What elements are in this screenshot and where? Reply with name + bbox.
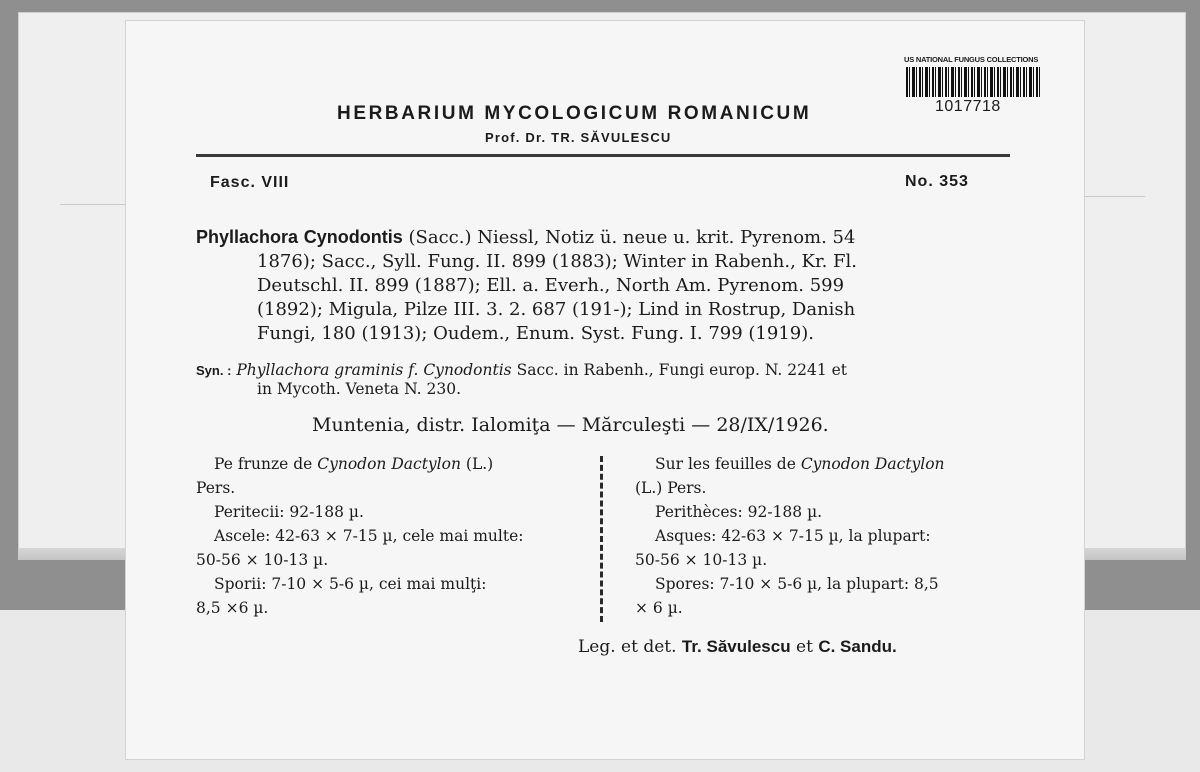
fr-asci: Asques: 42-63 × 7-15 µ, la plupart: [655,527,931,545]
locality: Muntenia, distr. Ialomiţa — Mărculeşti — 28/IX/1926. [312,414,829,436]
barcode-number: 1017718 [935,98,1001,115]
ro-host-prefix: Pe frunze de [214,455,313,473]
citation-line: Deutschl. II. 899 (1887); Ell. a. Everh., North Am. Pyrenom. 599 [257,275,845,296]
fr-asci-2: 50-56 × 10-13 µ. [635,551,768,569]
collectors-conjunction: et [796,637,813,657]
fascicle: Fasc. VIII [210,174,290,191]
herbarium-curator: Prof. Dr. TR. SĂVULESCU [485,130,672,145]
synonym-reference: Sacc. in Rabenh., Fungi europ. N. 2241 et [516,361,848,379]
fr-host-prefix: Sur les feuilles de [655,455,796,473]
ro-perithecia: Peritecii: 92-188 µ. [214,503,364,521]
collectors-line [578,637,897,657]
ro-host-suffix: (L.) [465,455,494,473]
column-divider [600,456,603,622]
citation-line: Fungi, 180 (1913); Oudem., Enum. Syst. Fung. I. 799 (1919). [257,323,814,344]
specimen-number: No. 353 [905,173,969,190]
ro-spores-2: 8,5 ×6 µ. [196,599,269,617]
collectors-prefix: Leg. et det. [578,637,677,657]
species-citation-line-1 [196,226,855,250]
ro-host-line [214,453,493,477]
ro-asci-2: 50-56 × 10-13 µ. [196,551,329,569]
synonym-line-2: in Mycoth. Veneta N. 230. [257,380,462,398]
citation-line: (1892); Migula, Pilze III. 3. 2. 687 (191‑); Lind in Rostrup, Danish [257,299,856,320]
collector-name: C. Sandu. [818,637,897,656]
synonym-line-1 [196,361,847,380]
collector-name: Tr. Săvulescu [681,637,791,656]
synonym-label: Syn. : [196,363,232,378]
header-rule [196,154,1010,157]
fr-host-line [655,453,945,477]
envelope-fold-line [1085,196,1145,197]
synonym-name: Phyllachora graminis f. Cynodontis [236,361,512,379]
ro-asci: Ascele: 42-63 × 7-15 µ, cele mai multe: [214,527,524,545]
citation-text: (Sacc.) Niessl, Notiz ü. neue u. krit. Pyrenom. 54 [408,227,856,248]
fr-perithecia: Perithèces: 92-188 µ. [655,503,823,521]
species-genus: Phyllachora [196,227,299,247]
barcode-collection: US NATIONAL FUNGUS COLLECTIONS [904,55,1039,64]
fr-host-name: Cynodon Dactylon [800,455,945,473]
herbarium-title: HERBARIUM MYCOLOGICUM ROMANICUM [337,103,812,124]
ro-host-line-2: Pers. [196,479,236,497]
barcode-bars [906,67,1040,97]
ro-spores: Sporii: 7-10 × 5-6 µ, cei mai mulţi: [214,575,487,593]
fr-spores-2: × 6 µ. [635,599,683,617]
ro-host-name: Cynodon Dactylon [317,455,461,473]
envelope-fold-line [60,204,126,205]
fr-host-line-2: (L.) Pers. [635,479,707,497]
fr-spores: Spores: 7-10 × 5-6 µ, la plupart: 8,5 [655,575,939,593]
citation-line: 1876); Sacc., Syll. Fung. II. 899 (1883); Winter in Rabenh., Kr. Fl. [257,251,858,272]
species-epithet: Cynodontis [303,227,403,247]
